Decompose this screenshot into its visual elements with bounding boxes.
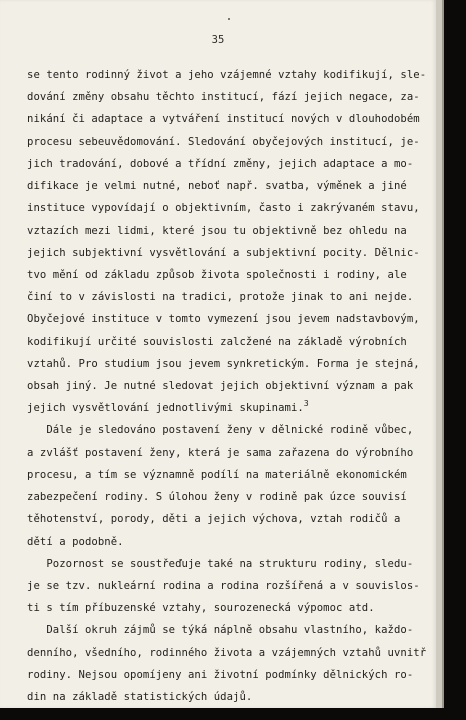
text-line: vztazích mezi lidmi, které jsou tu objektivně bez ohledu na [27,224,407,237]
text-line: těhotenství, porody, děti a jejich výchova, vztah rodičů a [27,513,401,526]
text-line: kodifikují určité souvislosti zalcžené na základě výrobních [27,335,407,348]
text-line: ti s tím příbuzenské vztahy, sourozenecká výpomoc atd. [27,602,375,615]
text-line: dětí a podobně. [27,535,124,548]
text-line: zabezpečení rodiny. S úlohou ženy v rodině pak úzce souvisí [27,491,407,504]
text-line: denního, všedního, rodinného života a vzájemných vztahů uvnitř [27,646,427,659]
text-line: dování změny obsahu těchto institucí, fází jejich negace, za- [27,91,420,104]
text-line: je se tzv. nukleární rodina a rodina rozšířená a v souvislos- [27,579,420,592]
page-edge-shadow [442,0,444,708]
text-line: din na základě statistických údajů. [27,691,253,703]
text-line: jejich vysvětlování jednotlivými skupinami. [27,402,304,415]
text-line: tvo mění od základu způsob života společnosti i rodiny, ale [27,268,407,281]
text-line: Obyčejové instituce v tomto vymezení jsou jevem nadstavbovým, [27,313,420,326]
text-line: procesu sebeuvědomování. Sledování obyčejových institucí, je- [27,135,420,148]
page-number: 35 [211,34,225,46]
text-line: rodiny. Nejsou opomíjeny ani životní podmínky dělnických ro- [27,668,414,681]
text-line: činí to v závislosti na tradici, protože jinak to ani nejde. [27,291,414,304]
footnote-mark: 3 [303,399,309,409]
text-line: difikace je velmi nutné, neboť např. svatba, výměnek a jiné [27,180,407,193]
text-line: jich tradování, dobové a třídní změny, jejich adaptace a mo- [27,157,414,170]
text-line: obsah jiný. Je nutné sledovat jejich objektivní význam a pak [27,380,414,392]
text-line: procesu, a tím se významně podílí na materiálně ekonomickém [27,468,407,481]
text-line: Další okruh zájmů se týká náplně obsahu vlastního, každo- [27,624,414,637]
text-line: Pozornost se soustřeďuje také na strukturu rodiny, sledu- [27,557,414,570]
text-line: instituce vypovídají o objektivním, často i zakrývaném stavu, [27,202,420,215]
text-line: Dále je sledováno postavení ženy v dělnické rodině vůbec, [27,424,414,437]
text-line: nikání či adaptace a vytváření institucí nových v dlouhodobém [27,113,420,126]
speck [228,18,230,20]
text-line: se tento rodinný život a jeho vzájemné vztahy kodifikují, sle- [27,69,427,81]
text-line: jejich subjektivní vysvětlování a subjektivní pocity. Dělnic- [27,246,420,259]
text-line-with-footnote [27,401,309,416]
text-line: a zvlášť postavení ženy, která je sama zařazena do výrobního [27,446,414,459]
text-line: vztahů. Pro studium jsou jevem synkretickým. Forma je stejná, [27,357,420,370]
